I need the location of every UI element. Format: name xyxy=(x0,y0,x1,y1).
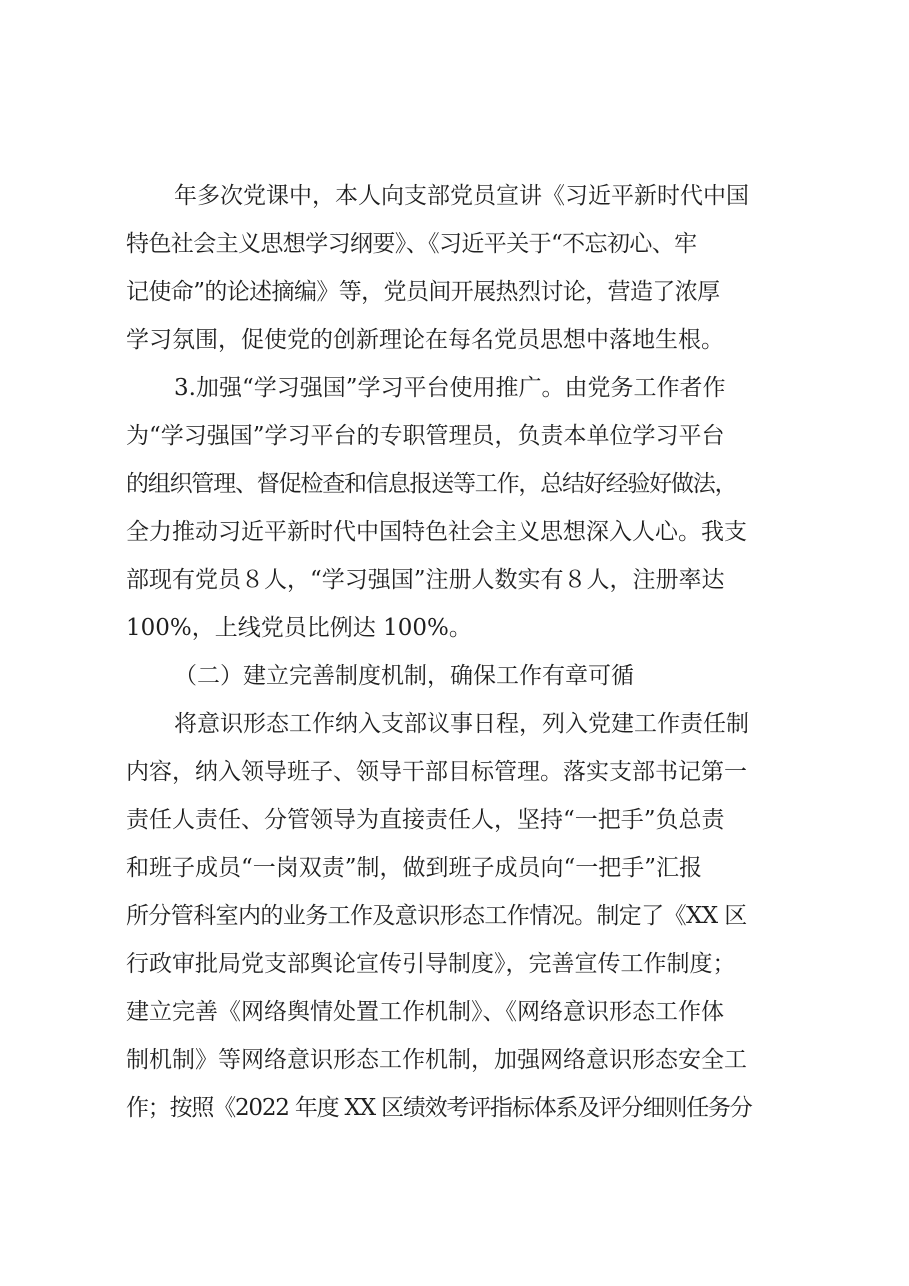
body-line: 记使命”的论述摘编》等，党员间开展热烈讨论，营造了浓厚 xyxy=(126,279,720,305)
body-line: 为“学习强国”学习平台的专职管理员，负责本单位学习平台 xyxy=(126,423,725,449)
body-line: 行政审批局党支部舆论宣传引导制度》，完善宣传工作制度； xyxy=(126,951,736,977)
body-line: 和班子成员“一岗双责”制，做到班子成员向“一把手”汇报 xyxy=(126,855,703,881)
body-line: 年多次党课中，本人向支部党员宣讲《习近平新时代中国 xyxy=(174,183,749,209)
body-line: 3.加强“学习强国”学习平台使用推广。由党务工作者作 xyxy=(174,375,726,401)
body-line: 学习氛围，促使党的创新理论在每名党员思想中落地生根。 xyxy=(126,327,724,353)
section-heading: （二）建立完善制度机制，确保工作有章可循 xyxy=(174,663,634,689)
body-line: 部现有党员８人，“学习强国”注册人数实有８人，注册率达 xyxy=(126,567,725,593)
body-line: 全力推动习近平新时代中国特色社会主义思想深入人心。我支 xyxy=(126,519,747,545)
body-line: 100%，上线党员比例达 100%。 xyxy=(126,615,472,641)
body-line: 责任人责任、分管领导为直接责任人，坚持“一把手”负总责 xyxy=(126,807,725,833)
body-line: 的组织管理、督促检查和信息报送等工作，总结好经验好做法， xyxy=(126,471,737,497)
body-line: 内容，纳入领导班子、领导干部目标管理。落实支部书记第一 xyxy=(126,759,747,785)
body-line: 制机制》等网络意识形态工作机制，加强网络意识形态安全工 xyxy=(126,1047,747,1073)
body-line: 建立完善《网络舆情处置工作机制》、《网络意识形态工作体 xyxy=(126,999,724,1025)
body-line: 所分管科室内的业务工作及意识形态工作情况。制定了《XX 区 xyxy=(126,903,747,929)
body-line: 作；按照《2022 年度 XX 区绩效考评指标体系及评分细则任务分 xyxy=(126,1095,752,1121)
body-line: 将意识形态工作纳入支部议事日程，列入党建工作责任制 xyxy=(174,711,749,737)
body-line: 特色社会主义思想学习纲要》、《习近平关于“不忘初心、牢 xyxy=(126,231,697,257)
